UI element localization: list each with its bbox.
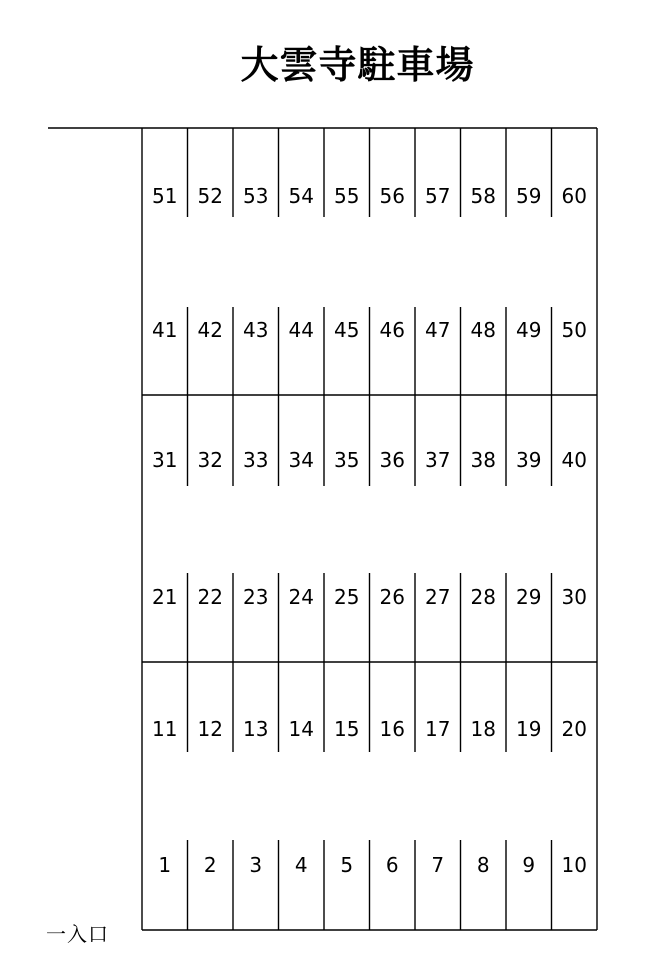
- stall-number-3: 3: [249, 853, 263, 877]
- stall-number-21: 21: [152, 585, 178, 609]
- stall-number-11: 11: [152, 717, 178, 741]
- stall-number-56: 56: [379, 184, 405, 208]
- stall-number-49: 49: [516, 318, 542, 342]
- stall-number-5: 5: [340, 853, 354, 877]
- stall-number-47: 47: [425, 318, 451, 342]
- stall-number-26: 26: [379, 585, 405, 609]
- stall-number-54: 54: [288, 184, 314, 208]
- stall-number-4: 4: [294, 853, 308, 877]
- stall-number-2: 2: [203, 853, 217, 877]
- stall-number-57: 57: [425, 184, 451, 208]
- stall-number-15: 15: [334, 717, 360, 741]
- stall-number-45: 45: [334, 318, 360, 342]
- stall-number-46: 46: [379, 318, 405, 342]
- stall-number-14: 14: [288, 717, 314, 741]
- stall-number-29: 29: [516, 585, 542, 609]
- stall-number-36: 36: [379, 448, 405, 472]
- stall-number-6: 6: [385, 853, 399, 877]
- stall-number-48: 48: [470, 318, 496, 342]
- stall-number-19: 19: [516, 717, 542, 741]
- stall-number-31: 31: [152, 448, 178, 472]
- stall-number-37: 37: [425, 448, 451, 472]
- stall-number-16: 16: [379, 717, 405, 741]
- stall-number-60: 60: [561, 184, 587, 208]
- stall-number-12: 12: [197, 717, 223, 741]
- stall-number-9: 9: [522, 853, 536, 877]
- stall-number-10: 10: [561, 853, 587, 877]
- stall-number-8: 8: [476, 853, 490, 877]
- stall-number-7: 7: [431, 853, 445, 877]
- stall-number-20: 20: [561, 717, 587, 741]
- stall-number-18: 18: [470, 717, 496, 741]
- page-title: 大雲寺駐車場: [240, 43, 475, 87]
- stall-number-23: 23: [243, 585, 269, 609]
- stall-number-35: 35: [334, 448, 360, 472]
- stall-number-55: 55: [334, 184, 360, 208]
- stall-number-44: 44: [288, 318, 314, 342]
- entrance-label: 一入口: [46, 922, 109, 946]
- stall-number-41: 41: [152, 318, 178, 342]
- stall-number-58: 58: [470, 184, 496, 208]
- stall-number-40: 40: [561, 448, 587, 472]
- stall-number-39: 39: [516, 448, 542, 472]
- stall-number-22: 22: [197, 585, 223, 609]
- stall-number-33: 33: [243, 448, 269, 472]
- stall-number-13: 13: [243, 717, 269, 741]
- stall-number-30: 30: [561, 585, 587, 609]
- stall-number-24: 24: [288, 585, 314, 609]
- stall-number-25: 25: [334, 585, 360, 609]
- stall-number-42: 42: [197, 318, 223, 342]
- stall-number-34: 34: [288, 448, 314, 472]
- stall-number-50: 50: [561, 318, 587, 342]
- stall-number-43: 43: [243, 318, 269, 342]
- stall-number-27: 27: [425, 585, 451, 609]
- stall-number-52: 52: [197, 184, 223, 208]
- stall-number-53: 53: [243, 184, 269, 208]
- stall-number-51: 51: [152, 184, 178, 208]
- stall-number-28: 28: [470, 585, 496, 609]
- stall-number-17: 17: [425, 717, 451, 741]
- stall-number-1: 1: [158, 853, 172, 877]
- stall-number-38: 38: [470, 448, 496, 472]
- stall-number-32: 32: [197, 448, 223, 472]
- stall-number-59: 59: [516, 184, 542, 208]
